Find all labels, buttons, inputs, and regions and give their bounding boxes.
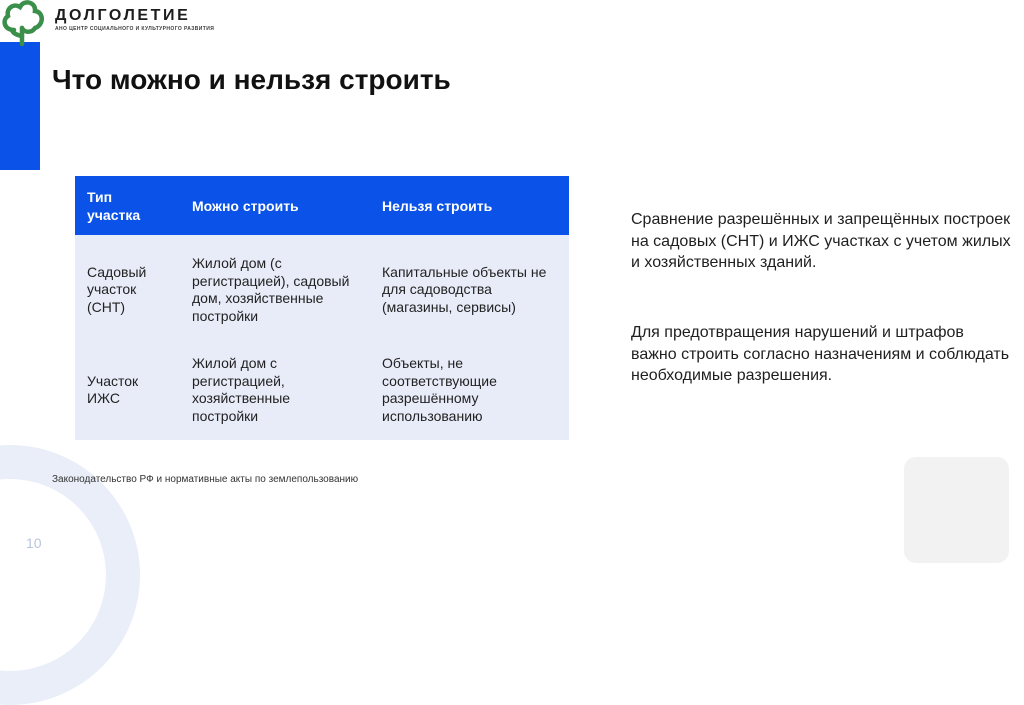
table-row [75, 345, 569, 435]
table-cell: Объекты, не соответствующие разрешённому использованию [382, 355, 497, 424]
column-header-forbidden: Нельзя строить [370, 176, 569, 235]
table-cell: Жилой дом (с регистрацией), садовый дом, хозяйственные постройки [192, 255, 350, 324]
page-title: Что можно и нельзя строить [52, 64, 451, 95]
page-number: 10 [26, 535, 42, 551]
table-cell: Жилой дом с регистрацией, хозяйственные постройки [192, 355, 291, 424]
logo-subtitle: АНО ЦЕНТР СОЦИАЛЬНОГО И КУЛЬТУРНОГО РАЗВИТИЯ [55, 26, 215, 32]
column-header-allowed: Можно строить [180, 176, 370, 235]
table-row [75, 235, 569, 345]
footer-note: Законодательство РФ и нормативные акты по землепользованию [52, 474, 359, 485]
accent-bar [0, 42, 40, 170]
decorative-card [904, 457, 1009, 563]
column-header-plot-type: Тип участка [75, 176, 180, 235]
cloud-leaf-icon [0, 0, 46, 46]
description-paragraph-2: Для предотвращения нарушений и штрафов важно строить согласно назначениям и соблюдать необходимые разрешения. [631, 324, 1010, 384]
table-cell: Садовый участок (СНТ) [87, 263, 147, 315]
table-cell: Участок ИЖС [87, 372, 139, 406]
comparison-table [75, 176, 569, 440]
table-header-row [75, 176, 569, 235]
table-cell: Капитальные объекты не для садоводства (магазины, сервисы) [382, 263, 547, 315]
logo-title: ДОЛГОЛЕТИЕ [55, 7, 191, 24]
description-paragraph-1: Сравнение разрешённых и запрещённых построек на садовых (СНТ) и ИЖС участках с учетом жилых и хозяйственных зданий. [631, 211, 1011, 271]
